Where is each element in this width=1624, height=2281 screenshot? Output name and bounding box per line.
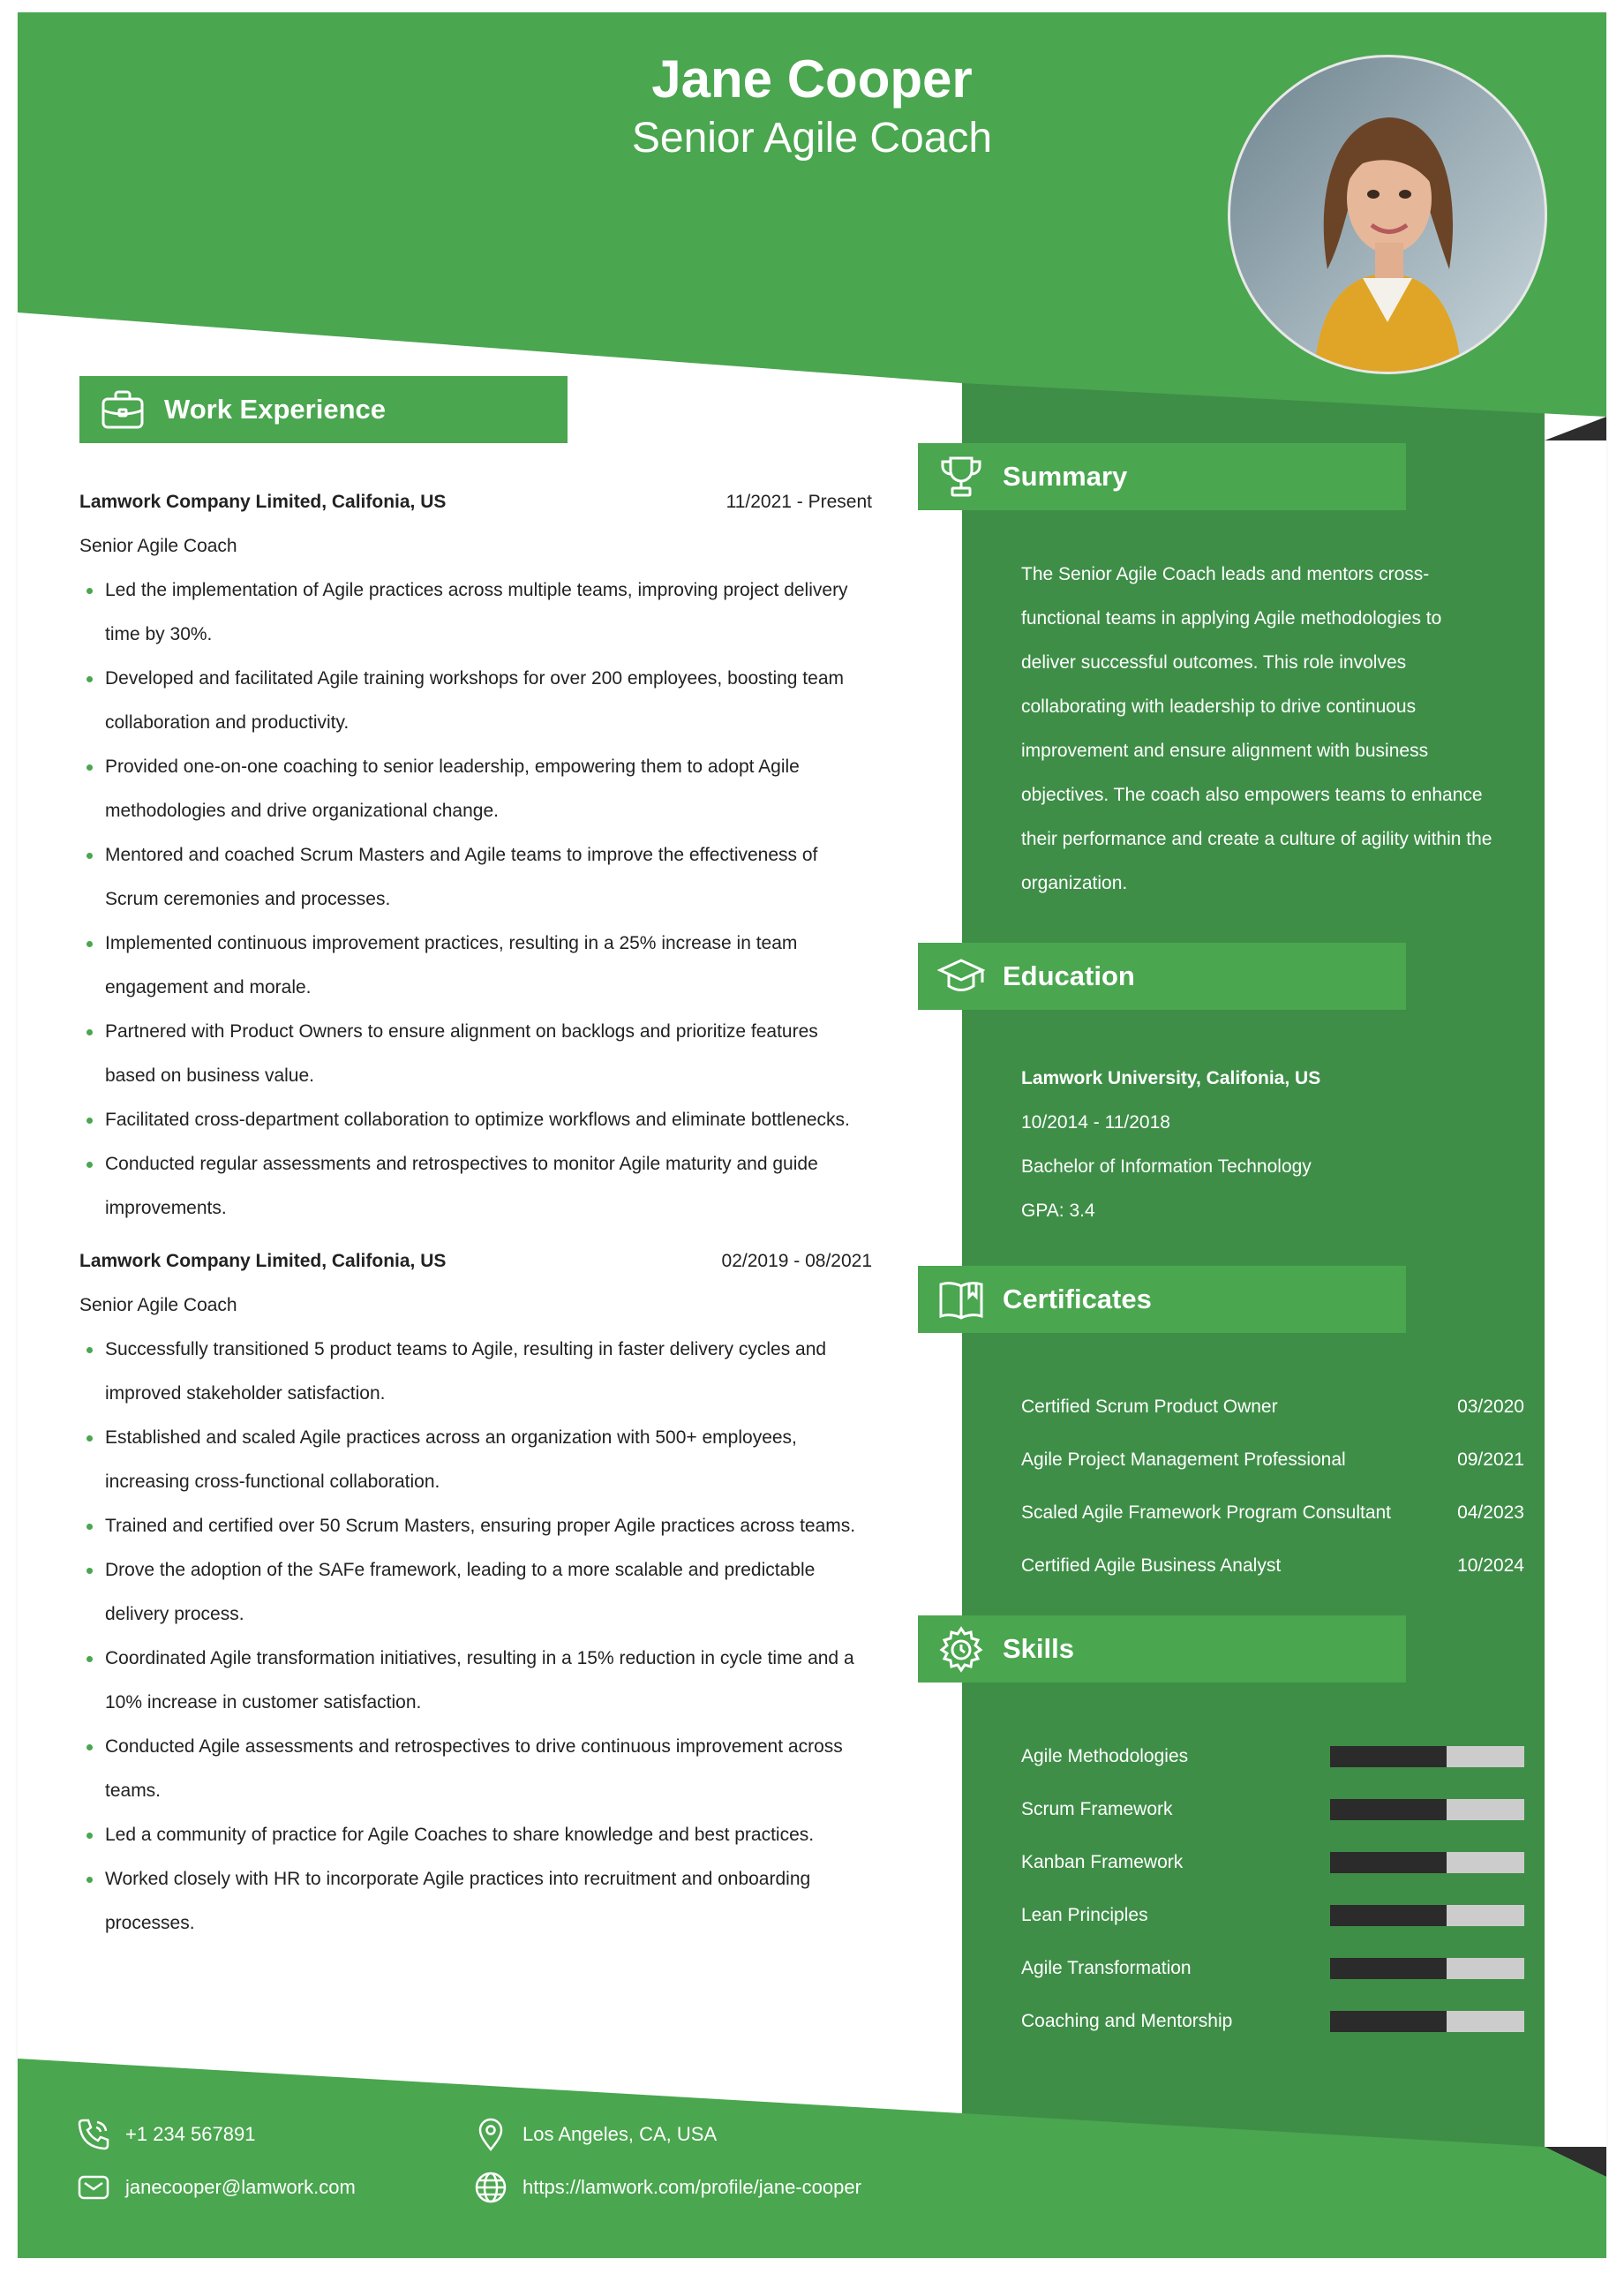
certificate-name: Certified Scrum Product Owner <box>1021 1396 1278 1417</box>
contact-email[interactable] <box>76 2170 356 2205</box>
skill-name: Agile Transformation <box>1021 1958 1192 1978</box>
skill-level-fill <box>1330 1958 1447 1979</box>
skill-level-bar <box>1330 1799 1524 1820</box>
job-company: Lamwork Company Limited, Califonia, US <box>79 492 447 512</box>
open-book-icon <box>937 1276 985 1323</box>
map-pin-icon <box>473 2117 508 2152</box>
job-bullet: Established and scaled Agile practices across an organization with 500+ employees, increasing cross-functional collaboration. <box>79 1416 872 1504</box>
work-experience-section <box>79 480 872 1954</box>
summary-line: organization. <box>1021 873 1128 893</box>
job-bullet: Mentored and coached Scrum Masters and Agile teams to improve the effectiveness of Scrum ceremonies and processes. <box>79 833 872 922</box>
certificate-date: 09/2021 <box>1457 1449 1524 1470</box>
education-section <box>1021 1057 1524 1233</box>
contact-location <box>473 2117 717 2152</box>
skill-level-bar <box>1330 2011 1524 2032</box>
summary-text <box>1021 553 1524 906</box>
work-experience-heading <box>79 376 568 443</box>
summary-label: Summary <box>1003 461 1128 492</box>
certificates-list <box>1021 1381 1524 1592</box>
skill-level-fill <box>1330 1852 1447 1873</box>
skill-name: Kanban Framework <box>1021 1852 1184 1872</box>
skill-level-bar <box>1330 1746 1524 1767</box>
skills-heading <box>918 1615 1406 1683</box>
job-bullet: Led the implementation of Agile practices across multiple teams, improving project delivery time by 30%. <box>79 568 872 657</box>
skill-item <box>1021 1783 1524 1836</box>
skills-label: Skills <box>1003 1633 1074 1664</box>
skills-list <box>1021 1730 1524 2048</box>
job-bullet: Conducted Agile assessments and retrospectives to drive continuous improvement across teams. <box>79 1725 872 1813</box>
skill-item <box>1021 1730 1524 1783</box>
job-dates: 02/2019 - 08/2021 <box>721 1251 872 1271</box>
education-dates: 10/2014 - 11/2018 <box>1021 1112 1170 1133</box>
job-bullet: Coordinated Agile transformation initiatives, resulting in a 15% reduction in cycle time and a 10% increase in customer satisfaction. <box>79 1637 872 1725</box>
profile-photo <box>1228 55 1547 374</box>
skill-name: Lean Principles <box>1021 1905 1148 1925</box>
summary-line: improvement and ensure alignment with business <box>1021 741 1429 761</box>
trophy-icon <box>937 453 985 501</box>
certificate-date: 03/2020 <box>1457 1396 1524 1417</box>
summary-heading <box>918 443 1406 510</box>
skill-level-fill <box>1330 1799 1447 1820</box>
job-bullet: Trained and certified over 50 Scrum Masters, ensuring proper Agile practices across teams. <box>79 1504 872 1548</box>
resume-page <box>18 12 1606 2258</box>
job-bullet: Provided one-on-one coaching to senior leadership, empowering them to adopt Agile methodologies and drive organizational change. <box>79 745 872 833</box>
skill-level-bar <box>1330 1852 1524 1873</box>
skill-item <box>1021 1889 1524 1942</box>
candidate-name: Jane Cooper <box>651 49 973 109</box>
job-bullet: Drove the adoption of the SAFe framework, leading to a more scalable and predictable delivery process. <box>79 1548 872 1637</box>
certificates-label: Certificates <box>1003 1284 1152 1314</box>
briefcase-icon <box>99 386 147 433</box>
contact-website[interactable] <box>473 2170 861 2205</box>
education-heading <box>918 943 1406 1010</box>
education-gpa: GPA: 3.4 <box>1021 1201 1095 1221</box>
certificate-name: Certified Agile Business Analyst <box>1021 1555 1282 1576</box>
skill-item <box>1021 1995 1524 2048</box>
skill-item <box>1021 1942 1524 1995</box>
summary-line: their performance and create a culture of agility within the <box>1021 829 1492 849</box>
certificate-name: Scaled Agile Framework Program Consultant <box>1021 1502 1392 1523</box>
graduation-cap-icon <box>937 952 985 1000</box>
certificates-heading <box>918 1266 1406 1333</box>
skill-level-fill <box>1330 1905 1447 1926</box>
email-text: janecooper@lamwork.com <box>125 2176 356 2198</box>
job-bullet: Implemented continuous improvement practices, resulting in a 25% increase in team engagement and morale. <box>79 922 872 1010</box>
job-entry <box>79 1239 872 1946</box>
education-school: Lamwork University, Califonia, US <box>1021 1068 1321 1088</box>
job-entry <box>79 480 872 1231</box>
skill-name: Scrum Framework <box>1021 1799 1173 1819</box>
job-title: Senior Agile Coach <box>79 536 237 556</box>
candidate-title: Senior Agile Coach <box>631 115 993 162</box>
summary-line: The Senior Agile Coach leads and mentors cross- <box>1021 564 1430 584</box>
summary-line: collaborating with leadership to drive continuous <box>1021 696 1417 717</box>
certificate-name: Agile Project Management Professional <box>1021 1449 1346 1470</box>
summary-line: objectives. The coach also empowers teams to enhance <box>1021 785 1483 805</box>
job-bullet: Partnered with Product Owners to ensure alignment on backlogs and prioritize features based on business value. <box>79 1010 872 1098</box>
job-bullet: Developed and facilitated Agile training workshops for over 200 employees, boosting team collaboration and productivity. <box>79 657 872 745</box>
job-bullet: Worked closely with HR to incorporate Agile practices into recruitment and onboarding processes. <box>79 1857 872 1946</box>
certificate-item <box>1021 1539 1524 1592</box>
summary-line: deliver successful outcomes. This role involves <box>1021 652 1407 673</box>
education-degree: Bachelor of Information Technology <box>1021 1156 1312 1177</box>
job-bullet: Led a community of practice for Agile Coaches to share knowledge and best practices. <box>79 1813 872 1857</box>
job-company: Lamwork Company Limited, Califonia, US <box>79 1251 447 1271</box>
skill-level-fill <box>1330 1746 1447 1767</box>
phone-text: +1 234 567891 <box>125 2123 256 2145</box>
header-fold <box>1545 417 1606 440</box>
job-title: Senior Agile Coach <box>79 1295 237 1315</box>
certificate-item <box>1021 1487 1524 1539</box>
skill-item <box>1021 1836 1524 1889</box>
skill-level-bar <box>1330 1958 1524 1979</box>
job-header <box>79 1239 872 1284</box>
certificate-item <box>1021 1434 1524 1487</box>
job-bullets <box>79 1328 872 1946</box>
certificate-date: 10/2024 <box>1457 1555 1524 1576</box>
job-bullet: Successfully transitioned 5 product teams to Agile, resulting in faster delivery cycles and improved stakeholder satisfaction. <box>79 1328 872 1416</box>
skill-name: Coaching and Mentorship <box>1021 2011 1233 2031</box>
phone-icon <box>76 2117 111 2152</box>
globe-icon <box>473 2170 508 2205</box>
skill-level-fill <box>1330 2011 1447 2032</box>
job-header <box>79 480 872 524</box>
skill-level-bar <box>1330 1905 1524 1926</box>
job-bullets <box>79 568 872 1231</box>
summary-line: functional teams in applying Agile methodologies to <box>1021 608 1442 629</box>
job-bullet: Conducted regular assessments and retrospectives to monitor Agile maturity and guide improvements. <box>79 1142 872 1231</box>
certificate-item <box>1021 1381 1524 1434</box>
education-label: Education <box>1003 960 1135 991</box>
job-bullet: Facilitated cross-department collaboration to optimize workflows and eliminate bottlenecks. <box>79 1098 872 1142</box>
gear-icon <box>937 1625 985 1673</box>
contact-phone[interactable] <box>76 2117 255 2152</box>
envelope-icon <box>76 2170 111 2205</box>
job-dates: 11/2021 - Present <box>726 492 872 512</box>
skill-name: Agile Methodologies <box>1021 1746 1189 1766</box>
work-experience-label: Work Experience <box>164 394 386 425</box>
certificate-date: 04/2023 <box>1457 1502 1524 1523</box>
location-text: Los Angeles, CA, USA <box>523 2123 718 2145</box>
website-link: https://lamwork.com/profile/jane-cooper <box>523 2176 861 2198</box>
